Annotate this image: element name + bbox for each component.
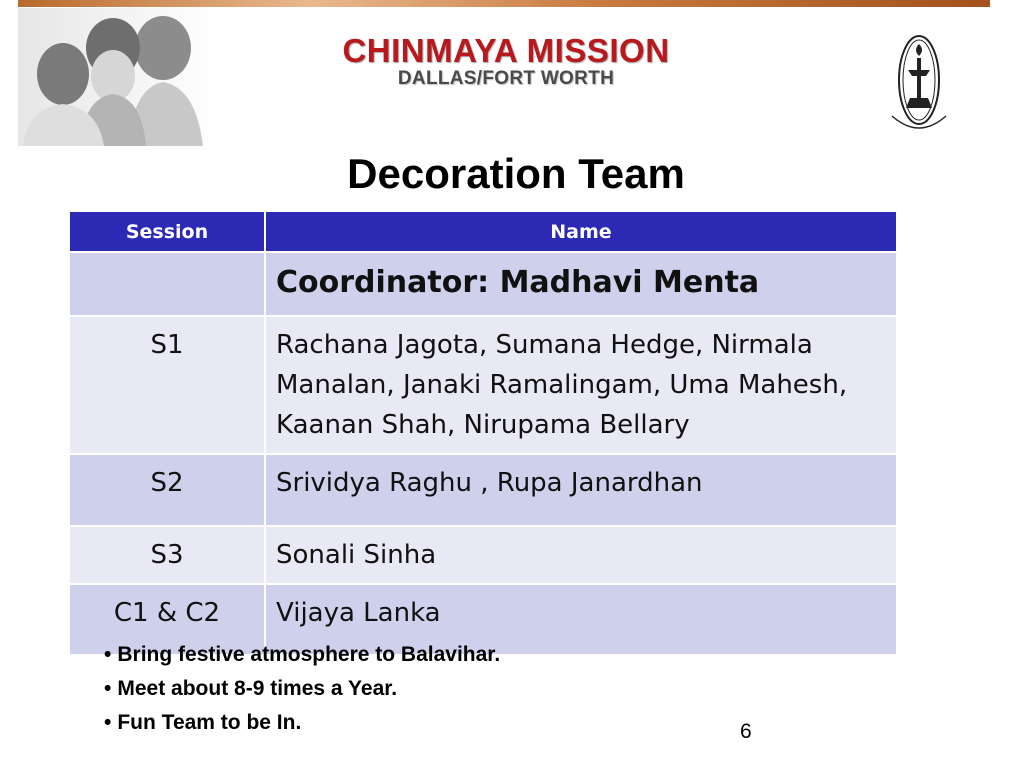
founders-photo: [18, 8, 218, 146]
name-cell: Rachana Jagota, Sumana Hedge, Nirmala Manalan, Janaki Ramalingam, Uma Mahesh, Kaanan Shah, Nirupama Bellary: [265, 316, 897, 454]
page-number: 6: [740, 720, 752, 743]
table-row: [69, 526, 897, 584]
team-notes-list: [104, 640, 500, 742]
session-cell: [69, 252, 265, 316]
organization-subtitle: DALLAS/FORT WORTH: [397, 68, 615, 89]
chinmaya-lamp-emblem-icon: [884, 30, 954, 140]
name-cell: Sonali Sinha: [265, 526, 897, 584]
table-row: [69, 316, 897, 454]
coordinator-cell: Coordinator: Madhavi Menta: [265, 252, 897, 316]
name-cell: Vijaya Lanka: [265, 584, 897, 655]
list-item: • Bring festive atmosphere to Balavihar.: [104, 640, 500, 674]
list-item: • Fun Team to be In.: [104, 708, 500, 742]
session-cell: S3: [69, 526, 265, 584]
organization-title: CHINMAYA MISSION: [342, 32, 670, 69]
list-item: • Meet about 8-9 times a Year.: [104, 674, 500, 708]
session-cell: C1 & C2: [69, 584, 265, 655]
column-header-name: Name: [265, 211, 897, 252]
top-decorative-rule: [18, 0, 990, 7]
slide-title: Decoration Team: [347, 150, 685, 197]
decoration-team-table: [68, 210, 898, 656]
session-cell: S2: [69, 454, 265, 526]
column-header-session: Session: [69, 211, 265, 252]
session-cell: S1: [69, 316, 265, 454]
table-row: [69, 252, 897, 316]
table-header-row: [69, 211, 897, 252]
name-cell: Srividya Raghu , Rupa Janardhan: [265, 454, 897, 526]
table-row: [69, 454, 897, 526]
